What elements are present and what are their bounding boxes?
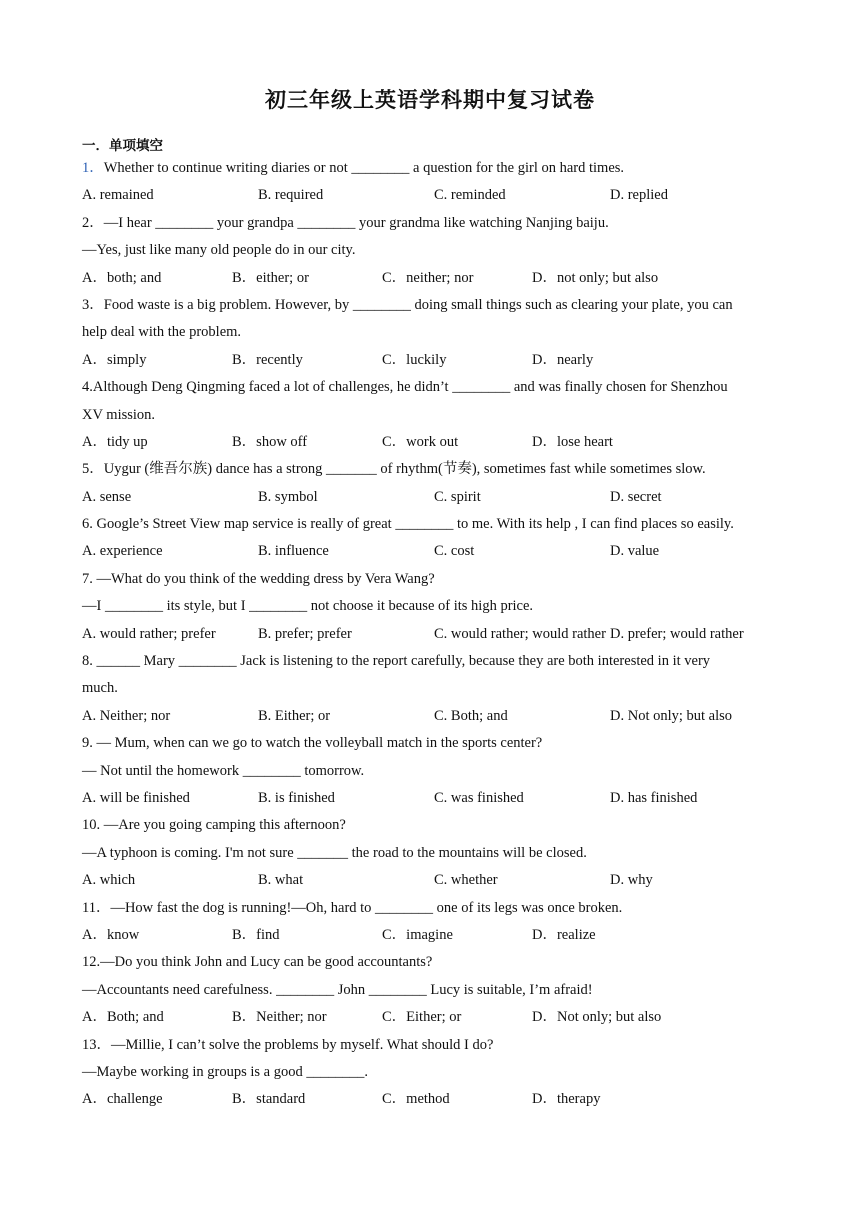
question-line: XV mission. — [82, 406, 156, 423]
option-b: B．recently — [232, 351, 303, 368]
option-d: D. Not only; but also — [610, 707, 733, 724]
question-list — [82, 155, 782, 1114]
option-a: A．simply — [82, 351, 147, 368]
option-c: C. Both; and — [434, 707, 508, 724]
option-a: A. will be finished — [82, 789, 190, 806]
option-a: A．know — [82, 926, 140, 943]
options-row — [82, 182, 782, 209]
option-d: D. secret — [610, 488, 662, 505]
question-text — [82, 1032, 782, 1059]
option-a: A. experience — [82, 543, 163, 560]
option-b: B. is finished — [258, 789, 335, 806]
option-a: A. Neither; nor — [82, 707, 171, 724]
question-text — [82, 840, 782, 867]
question-text — [82, 319, 782, 346]
option-b: B. required — [258, 187, 324, 204]
question-10 — [82, 812, 782, 894]
options-row — [82, 347, 782, 374]
option-d: D．therapy — [532, 1091, 601, 1108]
option-a: A．both; and — [82, 269, 162, 286]
question-text — [82, 292, 782, 319]
option-c: C. would rather; would rather — [434, 625, 606, 642]
option-c: C．Either; or — [382, 1009, 462, 1026]
options-row — [82, 867, 782, 894]
option-c: C．neither; nor — [382, 269, 474, 286]
question-text — [82, 456, 782, 483]
question-text — [82, 237, 782, 264]
options-row — [82, 538, 782, 565]
options-row — [82, 1004, 782, 1031]
question-line: 2．—I hear ________ your grandpa ________ your grandma like watching Nanjing baiju. — [82, 214, 609, 231]
question-text — [82, 210, 782, 237]
question-1 — [82, 155, 782, 210]
question-line: 13．—Millie, I can’t solve the problems by myself. What should I do? — [82, 1036, 494, 1053]
question-3 — [82, 292, 782, 374]
section-heading: 一．单项填空 — [82, 138, 163, 154]
options-row — [82, 1086, 782, 1113]
question-line: 12.—Do you think John and Lucy can be good accountants? — [82, 954, 433, 971]
option-c: C. reminded — [434, 187, 506, 204]
question-13 — [82, 1032, 782, 1114]
option-c: C. whether — [434, 872, 498, 889]
question-line: —I ________ its style, but I ________ not choose it because of its high price. — [82, 598, 534, 615]
option-c: C. spirit — [434, 488, 481, 505]
option-c: C．work out — [382, 433, 459, 450]
question-text — [82, 402, 782, 429]
option-d: D．lose heart — [532, 433, 613, 450]
question-text — [82, 730, 782, 757]
option-d: D．nearly — [532, 351, 594, 368]
option-c: C. cost — [434, 543, 475, 560]
option-b: B．find — [232, 926, 280, 943]
option-a: A．challenge — [82, 1091, 163, 1108]
option-b: B. influence — [258, 543, 329, 560]
option-d: D. has finished — [610, 789, 698, 806]
question-text — [82, 648, 782, 675]
question-11 — [82, 895, 782, 950]
question-9 — [82, 730, 782, 812]
question-line: 5．Uygur (维吾尔族) dance has a strong _______ of rhythm(节奏), sometimes fast while sometimes slow. — [82, 461, 706, 478]
option-d: D．realize — [532, 926, 596, 943]
question-text — [82, 1059, 782, 1086]
options-row — [82, 429, 782, 456]
question-text — [82, 155, 782, 182]
question-line: 6. Google’s Street View map service is really of great ________ to me. With its help , I can find places so easily. — [82, 516, 734, 533]
question-text — [82, 593, 782, 620]
question-line: 4.Although Deng Qingming faced a lot of challenges, he didn’t ________ and was finally chosen for Shenzhou — [82, 379, 728, 396]
option-d: D. replied — [610, 187, 668, 204]
options-row — [82, 484, 782, 511]
option-a: A. remained — [82, 187, 154, 204]
option-c: C. was finished — [434, 789, 524, 806]
question-12 — [82, 949, 782, 1031]
question-line: much. — [82, 680, 118, 697]
question-6 — [82, 511, 782, 566]
question-2 — [82, 210, 782, 292]
question-text — [82, 758, 782, 785]
option-c: C．luckily — [382, 351, 447, 368]
question-4 — [82, 374, 782, 456]
question-line: 7. —What do you think of the wedding dress by Vera Wang? — [82, 570, 435, 587]
question-line: 10. —Are you going camping this afternoon? — [82, 817, 346, 834]
option-a: A．tidy up — [82, 433, 148, 450]
option-c: C．method — [382, 1091, 450, 1108]
question-text — [82, 977, 782, 1004]
option-d: D. prefer; would rather — [610, 625, 744, 642]
question-text — [82, 566, 782, 593]
options-row — [82, 621, 782, 648]
option-b: B. symbol — [258, 488, 318, 505]
options-row — [82, 265, 782, 292]
option-d: D. why — [610, 872, 653, 889]
question-text — [82, 374, 782, 401]
question-7 — [82, 566, 782, 648]
option-b: B．show off — [232, 433, 308, 450]
option-b: B．standard — [232, 1091, 306, 1108]
option-b: B．either; or — [232, 269, 309, 286]
question-line: —Yes, just like many old people do in our city. — [82, 242, 356, 259]
options-row — [82, 785, 782, 812]
page-title: 初三年级上英语学科期中复习试卷 — [265, 88, 595, 112]
option-b: B. Either; or — [258, 707, 331, 724]
option-b: B. prefer; prefer — [258, 625, 352, 642]
question-line: —A typhoon is coming. I'm not sure _______ the road to the mountains will be closed. — [82, 844, 587, 861]
question-line: Whether to continue writing diaries or not ________ a question for the girl on hard times. — [103, 160, 625, 176]
option-d: D. value — [610, 543, 660, 560]
options-row — [82, 922, 782, 949]
question-8 — [82, 648, 782, 730]
option-a: A. sense — [82, 488, 132, 505]
question-text — [82, 949, 782, 976]
question-5 — [82, 456, 782, 511]
option-c: C．imagine — [382, 926, 453, 943]
option-a: A. would rather; prefer — [82, 625, 216, 642]
question-line: 8. ______ Mary ________ Jack is listening to the report carefully, because they are both interested in it very — [82, 653, 711, 670]
option-a: A．Both; and — [82, 1009, 164, 1026]
question-line: 3．Food waste is a big problem. However, by ________ doing small things such as clearing your plate, you can — [82, 296, 733, 313]
option-d: D．Not only; but also — [532, 1009, 662, 1026]
option-b: B. what — [258, 872, 304, 889]
question-line: — Not until the homework ________ tomorrow. — [82, 762, 365, 779]
question-number: 1． — [82, 160, 104, 176]
question-text — [82, 812, 782, 839]
question-line: 9. — Mum, when can we go to watch the volleyball match in the sports center? — [82, 735, 543, 752]
option-b: B．Neither; nor — [232, 1009, 327, 1026]
question-line: 11．—How fast the dog is running!—Oh, hard to ________ one of its legs was once broken. — [82, 899, 623, 916]
option-d: D．not only; but also — [532, 269, 659, 286]
question-text — [82, 895, 782, 922]
option-a: A. which — [82, 872, 136, 889]
question-text — [82, 675, 782, 702]
question-line: help deal with the problem. — [82, 324, 242, 341]
question-line: —Accountants need carefulness. ________ John ________ Lucy is suitable, I’m afraid! — [82, 981, 593, 998]
options-row — [82, 703, 782, 730]
question-text — [82, 511, 782, 538]
question-line: —Maybe working in groups is a good ________. — [82, 1063, 368, 1080]
